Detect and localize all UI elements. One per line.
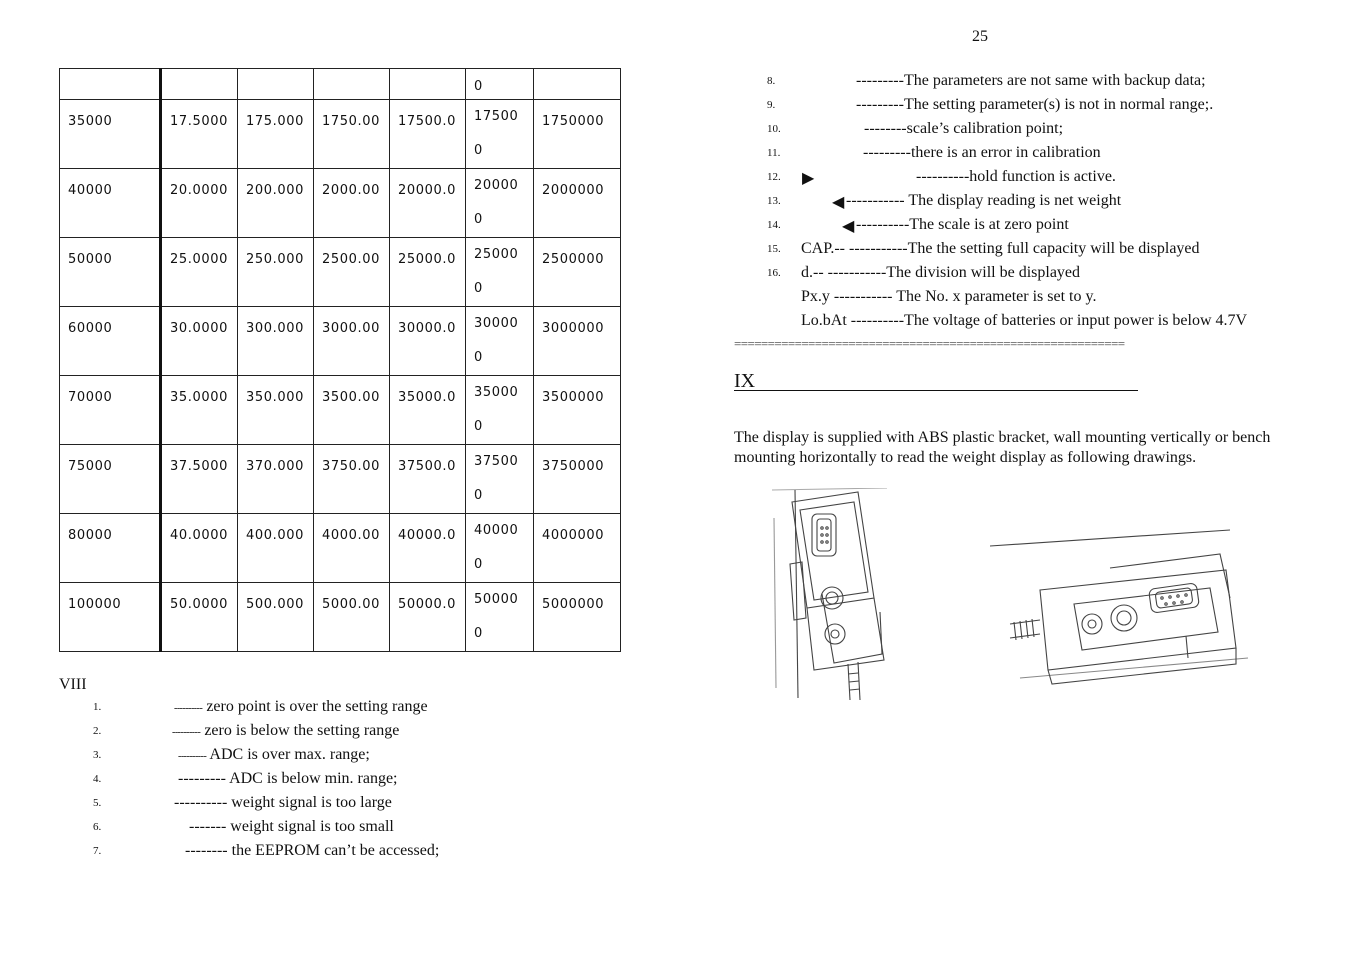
table-cell: 200.000 — [238, 169, 314, 238]
hold-indicator-icon: ▶ — [802, 170, 815, 187]
cell-value-wrap: 0 — [474, 419, 483, 434]
table-cell: 175.000 — [238, 100, 314, 169]
list-number: 15. — [767, 243, 781, 255]
cell-value: 25000 — [474, 247, 519, 262]
table-cell: 400.000 — [238, 514, 314, 583]
table-cell — [466, 238, 534, 307]
table-cell: 4000000 — [534, 514, 621, 583]
capacity-division-table — [59, 68, 621, 652]
cell-value-wrap: 0 — [474, 143, 483, 158]
table-cell: 3750.00 — [314, 445, 390, 514]
list-description: zero is below the setting range — [200, 722, 400, 739]
cell-value-wrap: 0 — [474, 350, 483, 365]
table-cell: 30000.0 — [390, 307, 466, 376]
cell-value: 40000 — [474, 523, 519, 538]
cell-value-wrap: 0 — [474, 557, 483, 572]
table-cell: 3500000 — [534, 376, 621, 445]
table-cell: 3750000 — [534, 445, 621, 514]
list-text — [189, 818, 394, 836]
list-description: ---------there is an error in calibration — [863, 144, 1101, 161]
cell-value: 37500 — [474, 454, 519, 469]
list-text — [178, 746, 370, 764]
list-text — [172, 722, 399, 740]
table-cell — [161, 69, 238, 100]
installation-paragraph: The display is supplied with ABS plastic bracket, wall mounting vertically or bench mounting horizontally to read the weight display as following drawings. — [734, 429, 1271, 466]
list-number: 1. — [93, 701, 102, 713]
table-cell: 50000.0 — [390, 583, 466, 652]
list-description: ----------- The display reading is net weight — [846, 192, 1122, 209]
list-number: 6. — [93, 821, 102, 833]
table-cell: 2000.00 — [314, 169, 390, 238]
table-cell — [466, 514, 534, 583]
list-number: 5. — [93, 797, 102, 809]
table-cell: 2500.00 — [314, 238, 390, 307]
table-cell — [466, 445, 534, 514]
table-cell: 50000 — [60, 238, 161, 307]
list-number: 4. — [93, 773, 102, 785]
table-cell — [466, 307, 534, 376]
table-cell: 3000000 — [534, 307, 621, 376]
list-number: 2. — [93, 725, 102, 737]
table-row — [60, 514, 621, 583]
cell-value-wrap: 0 — [474, 281, 483, 296]
list-description: ADC is over max. range; — [206, 746, 370, 763]
cell-value: 30000 — [474, 316, 519, 331]
table-cell — [466, 376, 534, 445]
list-number: 8. — [767, 75, 776, 87]
section-viii-heading: VIII — [59, 676, 87, 693]
list-description: Px.y ----------- The No. x parameter is set to y. — [801, 288, 1097, 305]
list-number: 11. — [767, 147, 781, 159]
table-cell: 0 — [466, 69, 534, 100]
table-cell: 35000.0 — [390, 376, 466, 445]
list-number: 3. — [93, 749, 102, 761]
list-number: 10. — [767, 123, 781, 135]
dash-leader: ---------- — [174, 703, 203, 714]
table-cell — [466, 169, 534, 238]
list-description: --------- ADC is below min. range; — [178, 770, 398, 787]
table-cell: 50.0000 — [161, 583, 238, 652]
list-description: ---------- weight signal is too large — [174, 794, 392, 811]
table-cell: 70000 — [60, 376, 161, 445]
cell-value: 50000 — [474, 592, 519, 607]
table-cell: 37.5000 — [161, 445, 238, 514]
table-cell: 1750.00 — [314, 100, 390, 169]
wall-mount-drawing — [762, 488, 912, 710]
table-cell: 17500.0 — [390, 100, 466, 169]
list-description: ---------The setting parameter(s) is not in normal range;. — [856, 96, 1214, 113]
table-cell: 60000 — [60, 307, 161, 376]
table-cell: 35000 — [60, 100, 161, 169]
list-description: zero point is over the setting range — [202, 698, 428, 715]
table-cell: 20.0000 — [161, 169, 238, 238]
list-description: d.-- -----------The division will be displayed — [801, 264, 1081, 281]
table-cell — [314, 69, 390, 100]
table-cell: 3000.00 — [314, 307, 390, 376]
table-cell: 25000.0 — [390, 238, 466, 307]
table-cell: 5000.00 — [314, 583, 390, 652]
table-cell: 40.0000 — [161, 514, 238, 583]
table-cell: 25.0000 — [161, 238, 238, 307]
table-cell: 250.000 — [238, 238, 314, 307]
table-cell: 80000 — [60, 514, 161, 583]
table-cell: 17.5000 — [161, 100, 238, 169]
list-number: 7. — [93, 845, 102, 857]
list-number: 9. — [767, 99, 776, 111]
table-cell: 500.000 — [238, 583, 314, 652]
list-text — [174, 698, 428, 716]
bench-mount-drawing — [990, 528, 1252, 706]
separator-rule: ========================================================== — [734, 336, 1125, 351]
table-cell: 5000000 — [534, 583, 621, 652]
table-cell — [60, 69, 161, 100]
table-cell: 300.000 — [238, 307, 314, 376]
list-description: ------- weight signal is too small — [189, 818, 394, 835]
table-row — [60, 376, 621, 445]
indicator-arrow-icon: ◀ — [842, 218, 855, 235]
heading-underline — [734, 390, 1138, 391]
list-number: 13. — [767, 195, 781, 207]
table-cell: 40000 — [60, 169, 161, 238]
table-cell — [466, 100, 534, 169]
table-cell: 2000000 — [534, 169, 621, 238]
list-description: ---------The parameters are not same with backup data; — [856, 72, 1206, 89]
table-cell: 20000.0 — [390, 169, 466, 238]
dash-leader: ---------- — [172, 727, 201, 738]
table-cell: 35.0000 — [161, 376, 238, 445]
table-row — [60, 583, 621, 652]
cell-value-wrap: 0 — [474, 626, 483, 641]
list-text — [174, 794, 392, 812]
table-cell: 100000 — [60, 583, 161, 652]
table-cell: 30.0000 — [161, 307, 238, 376]
list-description: ----------The scale is at zero point — [856, 216, 1069, 233]
list-text — [185, 842, 439, 860]
list-number: 12. — [767, 171, 781, 183]
table-row — [60, 307, 621, 376]
cell-value: 17500 — [474, 109, 519, 124]
cell-value: 35000 — [474, 385, 519, 400]
table-row — [60, 169, 621, 238]
list-description: ----------hold function is active. — [916, 168, 1116, 185]
table-cell: 40000.0 — [390, 514, 466, 583]
list-description: -------- the EEPROM can’t be accessed; — [185, 842, 440, 859]
list-text — [178, 770, 398, 788]
table-row — [60, 69, 621, 100]
table-cell — [238, 69, 314, 100]
table-cell: 2500000 — [534, 238, 621, 307]
table-cell — [390, 69, 466, 100]
table-cell: 350.000 — [238, 376, 314, 445]
list-description: Lo.bAt ----------The voltage of batteries or input power is below 4.7V — [801, 312, 1248, 329]
list-number: 14. — [767, 219, 781, 231]
table-cell: 37500.0 — [390, 445, 466, 514]
indicator-arrow-icon: ◀ — [832, 194, 845, 211]
table-cell: 1750000 — [534, 100, 621, 169]
list-description: CAP.-- -----------The the setting full capacity will be displayed — [801, 240, 1200, 257]
table-cell: 370.000 — [238, 445, 314, 514]
table-cell: 3500.00 — [314, 376, 390, 445]
table-cell: 75000 — [60, 445, 161, 514]
table-cell: 4000.00 — [314, 514, 390, 583]
cell-value-wrap: 0 — [474, 212, 483, 227]
table-row — [60, 100, 621, 169]
page-number: 25 — [972, 28, 988, 45]
table-row — [60, 238, 621, 307]
table-cell — [466, 583, 534, 652]
dash-leader: ---------- — [178, 751, 207, 762]
cell-value: 20000 — [474, 178, 519, 193]
list-number: 16. — [767, 267, 781, 279]
table-cell — [534, 69, 621, 100]
cell-value-wrap: 0 — [474, 488, 483, 503]
section-ix-heading: IX — [734, 370, 756, 392]
list-description: --------scale’s calibration point; — [864, 120, 1064, 137]
table-row — [60, 445, 621, 514]
